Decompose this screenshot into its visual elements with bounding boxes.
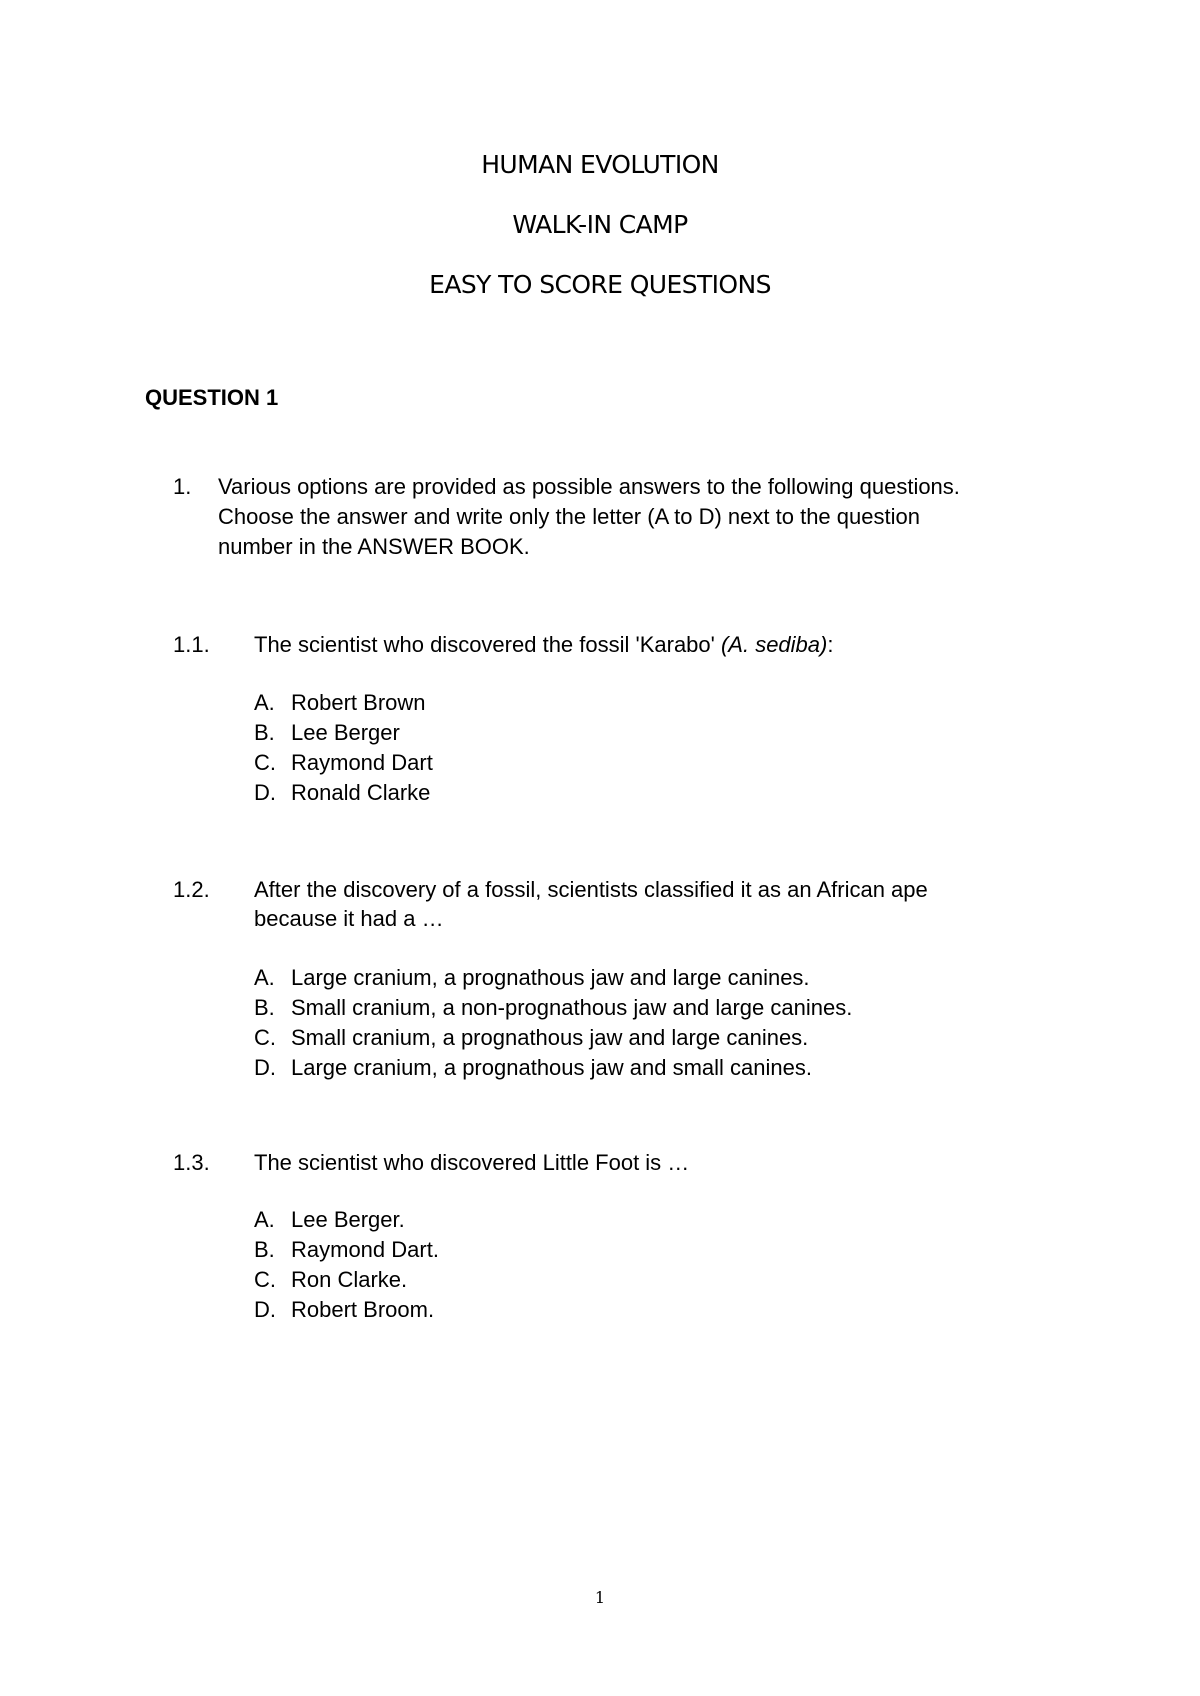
answer-option (254, 1265, 407, 1295)
answer-option (254, 778, 430, 808)
option-text: Robert Broom. (291, 1297, 435, 1322)
option-text: Robert Brown (291, 690, 426, 715)
option-text: Raymond Dart. (291, 1237, 439, 1262)
option-text: Large cranium, a prognathous jaw and small canines. (291, 1055, 812, 1080)
option-text: Small cranium, a prognathous jaw and large canines. (291, 1025, 809, 1050)
question-number: 1.1. (173, 632, 210, 657)
instruction-line: Various options are provided as possible answers to the following questions. (218, 474, 960, 499)
option-letter: B. (254, 1237, 275, 1262)
document-subtitle-2: EASY TO SCORE QUESTIONS (429, 270, 771, 299)
answer-option (254, 993, 852, 1023)
question-text-end: : (827, 632, 834, 657)
option-text: Ron Clarke. (291, 1267, 408, 1292)
answer-option (254, 1023, 808, 1053)
question-text-plain: The scientist who discovered the fossil 'Karabo' (254, 632, 721, 657)
answer-option (254, 1235, 439, 1265)
option-letter: C. (254, 750, 276, 775)
page-number: 1 (594, 1588, 606, 1607)
question-text-line: After the discovery of a fossil, scientists classified it as an African ape (254, 877, 928, 902)
option-letter: D. (254, 1055, 276, 1080)
option-letter: D. (254, 1297, 276, 1322)
question-text-italic: (A. sediba) (720, 632, 828, 657)
document-title: HUMAN EVOLUTION (481, 150, 719, 179)
instruction-number: 1. (173, 474, 192, 499)
answer-option (254, 1205, 405, 1235)
option-text: Small cranium, a non-prognathous jaw and large canines. (291, 995, 853, 1020)
option-letter: A. (254, 1207, 275, 1232)
option-letter: C. (254, 1267, 276, 1292)
option-letter: B. (254, 995, 275, 1020)
option-text: Large cranium, a prognathous jaw and large canines. (291, 965, 810, 990)
answer-option (254, 1053, 812, 1083)
option-letter: A. (254, 690, 275, 715)
option-text: Ronald Clarke (291, 780, 431, 805)
instruction-line: number in the ANSWER BOOK. (218, 534, 530, 559)
question-number: 1.3. (173, 1150, 210, 1175)
answer-option (254, 748, 433, 778)
question-heading: QUESTION 1 (145, 385, 279, 410)
question-number: 1.2. (173, 877, 210, 902)
option-letter: A. (254, 965, 275, 990)
option-text: Lee Berger (291, 720, 400, 745)
answer-option (254, 718, 400, 748)
option-text: Lee Berger. (291, 1207, 405, 1232)
option-letter: D. (254, 780, 276, 805)
question-text-line: because it had a … (254, 906, 444, 931)
document-subtitle: WALK-IN CAMP (512, 210, 688, 239)
answer-option (254, 688, 426, 718)
instruction-line: Choose the answer and write only the letter (A to D) next to the question (218, 504, 920, 529)
answer-option (254, 1295, 434, 1325)
option-letter: B. (254, 720, 275, 745)
option-text: Raymond Dart (291, 750, 433, 775)
option-letter: C. (254, 1025, 276, 1050)
answer-option (254, 963, 810, 993)
question-text (254, 630, 833, 659)
question-text: The scientist who discovered Little Foot is … (254, 1150, 690, 1175)
